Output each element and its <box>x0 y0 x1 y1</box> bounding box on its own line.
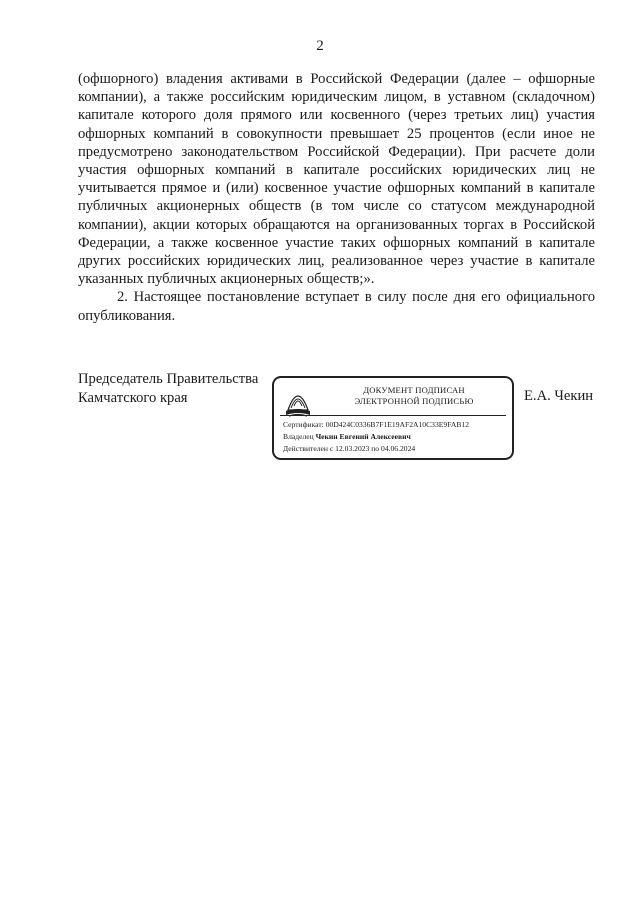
stamp-details <box>283 419 509 455</box>
valid-to-prefix: по <box>371 444 380 453</box>
signatory-position-line1: Председатель Правительства <box>78 371 259 387</box>
page-number: 2 <box>316 38 324 54</box>
valid-from: 12.03.2023 <box>335 444 370 453</box>
owner-name: Чекин Евгений Алексеевич <box>315 432 411 441</box>
signatory-position-line2: Камчатского края <box>78 389 188 406</box>
validity-label: Действителен <box>283 444 328 453</box>
document-body <box>78 70 595 325</box>
owner-label: Владелец <box>283 432 314 441</box>
paragraph-continuation: (офшорного) владения активами в Российской Федерации (далее – офшорные компании), а также российским юридическим лицом, в уставном (складочном) капитале которого доля прямого или косвенного (через третьих лиц) участия офшорных компаний в совокупности превышает 25 процентов (если иное не предусмотрено законодательством Российской Федерации). При расчете доли участия офшорных компаний в капитале российских юридических лиц не учитывается прямое и (или) косвенное участие офшорных компаний в капитале публичных акционерных обществ (в том числе со статусом международной компании), акции которых обращаются на организованных торгах в Российской Федерации, а также косвенное участие таких офшорных компаний в капитале других российских юридических лиц, реализованное через участие в капитале указанных публичных акционерных обществ;». <box>78 71 595 288</box>
paragraph-2: 2. Настоящее постановление вступает в силу после дня его официального опубликования. <box>78 289 595 324</box>
stamp-owner-line <box>283 431 509 443</box>
stamp-title <box>322 385 506 406</box>
stamp-validity-line <box>283 443 509 455</box>
electronic-signature-stamp <box>272 376 514 460</box>
certificate-number: 00D424C0336B7F1E19AF2A10C33E9FAB12 <box>325 420 470 429</box>
crest-icon <box>284 384 312 418</box>
stamp-title-line2: ЭЛЕКТРОННОЙ ПОДПИСЬЮ <box>354 395 474 406</box>
stamp-divider <box>280 415 506 416</box>
signatory-position <box>78 370 258 407</box>
stamp-certificate-line: Сертификат: 00D424C0336B7F1E19AF2A10C33E9FAB12 <box>283 420 470 429</box>
certificate-label: Сертификат <box>283 420 322 429</box>
signer-name: Е.А. Чекин <box>524 388 594 404</box>
valid-from-prefix: с <box>329 444 334 453</box>
stamp-title-line1: ДОКУМЕНТ ПОДПИСАН <box>363 385 465 395</box>
valid-to: 04.06.2024 <box>381 444 416 453</box>
